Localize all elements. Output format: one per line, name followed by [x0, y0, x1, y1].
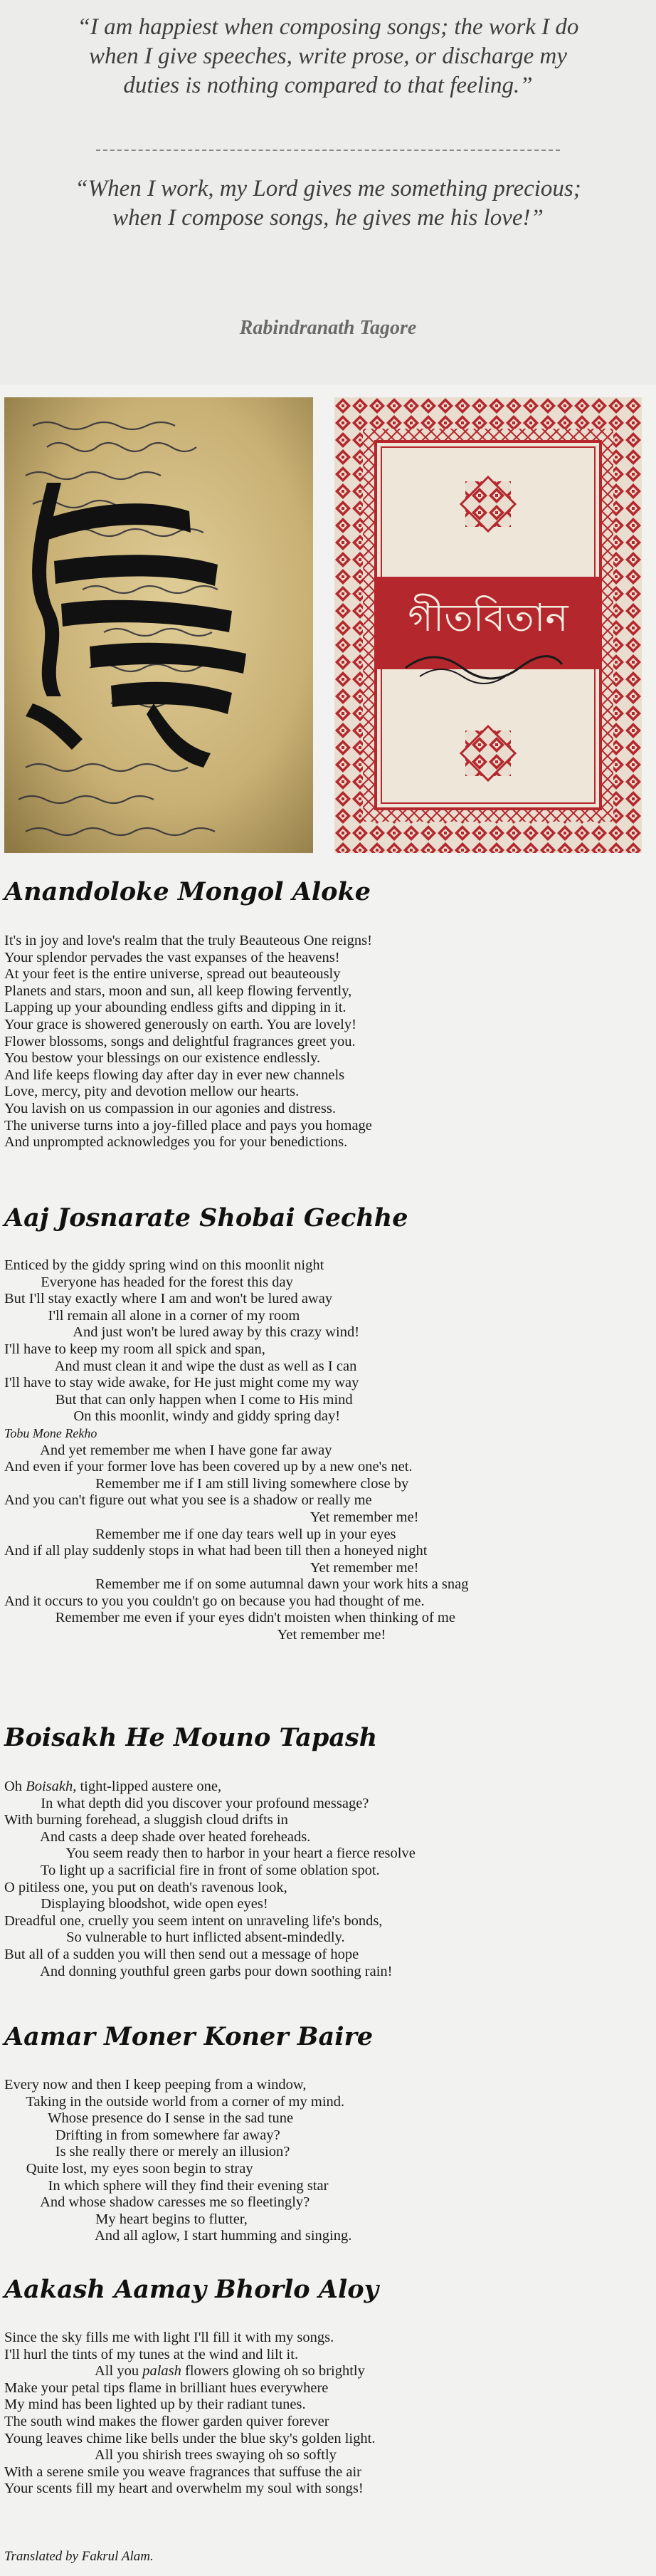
poem-line: The south wind makes the flower garden quiver forever — [4, 2413, 329, 2429]
poem-line: I'll have to stay wide awake, for He just might come my way — [4, 1375, 359, 1391]
poem-body — [4, 2077, 645, 2245]
poem-line: And yet remember me when I have gone far away — [4, 1442, 332, 1458]
poem-title: Aakash Aamay Bhorlo Aloy — [4, 2275, 379, 2304]
poem-line: And must clean it and wipe the dust as well as I can — [4, 1358, 357, 1374]
poem-line: And if all play suddenly stops in what had been till then a honeyed night — [4, 1543, 428, 1559]
poem-line: Love, mercy, pity and devotion mellow our hearts. — [4, 1084, 300, 1100]
poem-line: Remember me if on some autumnal dawn your work hits a snag — [4, 1576, 469, 1593]
poem-line: Remember me if one day tears well up in your eyes — [4, 1526, 396, 1542]
poem-line: And it occurs to you you couldn't go on because you had thought of me. — [4, 1593, 425, 1609]
image-row — [0, 397, 656, 853]
poem-line: I'll hurl the tints of my tunes at the wind and lilt it. — [4, 2346, 299, 2362]
poem-line: You bestow your blessings on our existence endlessly. — [4, 1050, 321, 1067]
poem-body — [4, 2330, 645, 2498]
poem-line: Remember me even if your eyes didn't moisten when thinking of me — [4, 1610, 455, 1626]
poem-line: I'll remain all alone in a corner of my room — [4, 1307, 300, 1324]
poem-line: Is she really there or merely an illusion? — [4, 2144, 290, 2160]
poem-line: And just won't be lured away by this crazy wind! — [4, 1324, 360, 1341]
poem-line: With a serene smile you weave fragrances that suffuse the air — [4, 2464, 361, 2480]
poem-line: So vulnerable to hurt inflicted absent-mindedly. — [4, 1930, 345, 1946]
poem-line: All you shirish trees swaying oh so softly — [4, 2447, 337, 2464]
poem-line: You seem ready then to harbor in your heart a fierce resolve — [4, 1845, 416, 1862]
poem-line: Yet remember me! — [4, 1559, 419, 1576]
poem-line: Planets and stars, moon and sun, all keep flowing fervently, — [4, 983, 352, 999]
poem-line: Remember me if I am still living somewhere close by — [4, 1475, 409, 1492]
poem-line: Every now and then I keep peeping from a window, — [4, 2077, 307, 2093]
poem-body — [4, 933, 645, 1151]
poem-line: Since the sky fills me with light I'll fill it with my songs. — [4, 2330, 334, 2345]
poem-line: Lapping up your abounding endless gifts and dipping in it. — [4, 1000, 346, 1016]
quote-second: “When I work, my Lord gives me something precious; when I compose songs, he gives me his love!” — [75, 176, 581, 231]
poem-line: Your scents fill my heart and overwhelm my soul with songs! — [4, 2481, 364, 2497]
poem-line: Your grace is showered generously on earth. You are lovely! — [4, 1016, 356, 1032]
book-cover-image — [334, 397, 642, 853]
book-title: গীতবিতান — [408, 595, 568, 640]
poem-line: I'll have to keep my room all spick and span, — [4, 1341, 265, 1357]
poem-line: In what depth did you discover your profound message? — [4, 1795, 369, 1811]
poem-line: The universe turns into a joy-filled place and pays you homage — [4, 1117, 372, 1133]
poem-line: And donning youthful green garbs pour down soothing rain! — [4, 1963, 393, 1979]
poem-line: All you palash flowers glowing oh so brightly — [4, 2363, 365, 2379]
translation-credit: Translated by Fakrul Alam. — [4, 2549, 154, 2564]
quote-attribution: Rabindranath Tagore — [239, 317, 417, 339]
poem-title: Aaj Josnarate Shobai Gechhe — [4, 1203, 408, 1232]
poem-line: It's in joy and love's realm that the truly Beauteous One reigns! — [4, 933, 372, 948]
poem-line: My heart begins to flutter, — [4, 2211, 248, 2227]
manuscript-image — [4, 397, 313, 853]
poem-italic-word: Boisakh — [26, 1779, 73, 1794]
poem-line: You lavish on us compassion in our agonies and distress. — [4, 1100, 336, 1116]
poem-line: But all of a sudden you will then send out a message of hope — [4, 1946, 359, 1962]
poem-line: And casts a deep shade over heated foreheads. — [4, 1828, 311, 1845]
poem-line: Enticed by the giddy spring wind on this moonlit night — [4, 1257, 324, 1273]
poem-body — [4, 1779, 645, 1980]
poem-line: But I'll stay exactly where I am and won't be lured away — [4, 1291, 333, 1307]
poem-line: To light up a sacrificial fire in front of some oblation spot. — [4, 1862, 380, 1878]
quote-divider — [96, 150, 560, 151]
poem-line: Oh Boisakh, tight-lipped austere one, — [4, 1779, 222, 1794]
poem-line: Taking in the outside world from a corner of my mind. — [4, 2093, 345, 2110]
quote-block — [0, 0, 656, 384]
poem-line: Displaying bloodshot, wide open eyes! — [4, 1896, 268, 1912]
poem-line: Quite lost, my eyes soon begin to stray — [4, 2160, 253, 2177]
poem-line: Flower blossoms, songs and delightful fragrances greet you. — [4, 1033, 356, 1049]
poem-line: On this moonlit, windy and giddy spring day! — [4, 1408, 341, 1425]
poem-line: Everyone has headed for the forest this day — [4, 1274, 293, 1290]
poem-line: At your feet is the entire universe, spread out beauteously — [4, 966, 341, 983]
poem-line: Dreadful one, cruelly you seem intent on unraveling life's bonds, — [4, 1912, 383, 1929]
poem-line: And even if your former love has been covered up by a new one's net. — [4, 1459, 413, 1475]
poem-line: Your splendor pervades the vast expanses of the heavens! — [4, 949, 340, 965]
poem-line: And you can't figure out what you see is a shadow or really me — [4, 1492, 372, 1509]
poem-title: Anandoloke Mongol Aloke — [4, 877, 371, 906]
poem-line: Whose presence do I sense in the sad tune — [4, 2110, 294, 2127]
poem-line: Drifting in from somewhere far away? — [4, 2127, 280, 2143]
poem-line: Yet remember me! — [4, 1509, 419, 1525]
poem-line: In which sphere will they find their evening star — [4, 2177, 329, 2194]
poem-body — [4, 1257, 645, 1644]
poem-line: O pitiless one, you put on death's ravenous look, — [4, 1879, 287, 1895]
poem-line: And unprompted acknowledges you for your benedictions. — [4, 1134, 348, 1151]
poem-line: And life keeps flowing day after day in ever new channels — [4, 1067, 345, 1083]
poem-title: Boisakh He Mouno Tapash — [4, 1723, 378, 1752]
poem-line: And all aglow, I start humming and singing. — [4, 2228, 352, 2244]
poem-line: My mind has been lighted up by their radiant tunes. — [4, 2397, 306, 2413]
poem-line: Young leaves chime like bells under the blue sky's golden light. — [4, 2430, 376, 2446]
poem-line: With burning forehead, a sluggish cloud drifts in — [4, 1812, 288, 1828]
poem-italic-word: palash — [142, 2363, 181, 2379]
poem-title: Aamar Moner Koner Baire — [4, 2022, 374, 2051]
poem-subtitle: Tobu Mone Rekho — [4, 1425, 97, 1440]
poem-line: Yet remember me! — [4, 1627, 386, 1643]
quote-first: “I am happiest when composing songs; the work I do when I give speeches, write prose, or discharge my duties is nothing compared to that feeling.” — [77, 14, 579, 98]
poem-line: But that can only happen when I come to His mind — [4, 1391, 353, 1408]
poem-line: And whose shadow caresses me so fleetingly? — [4, 2194, 310, 2211]
poem-line: Make your petal tips flame in brilliant hues everywhere — [4, 2379, 329, 2396]
